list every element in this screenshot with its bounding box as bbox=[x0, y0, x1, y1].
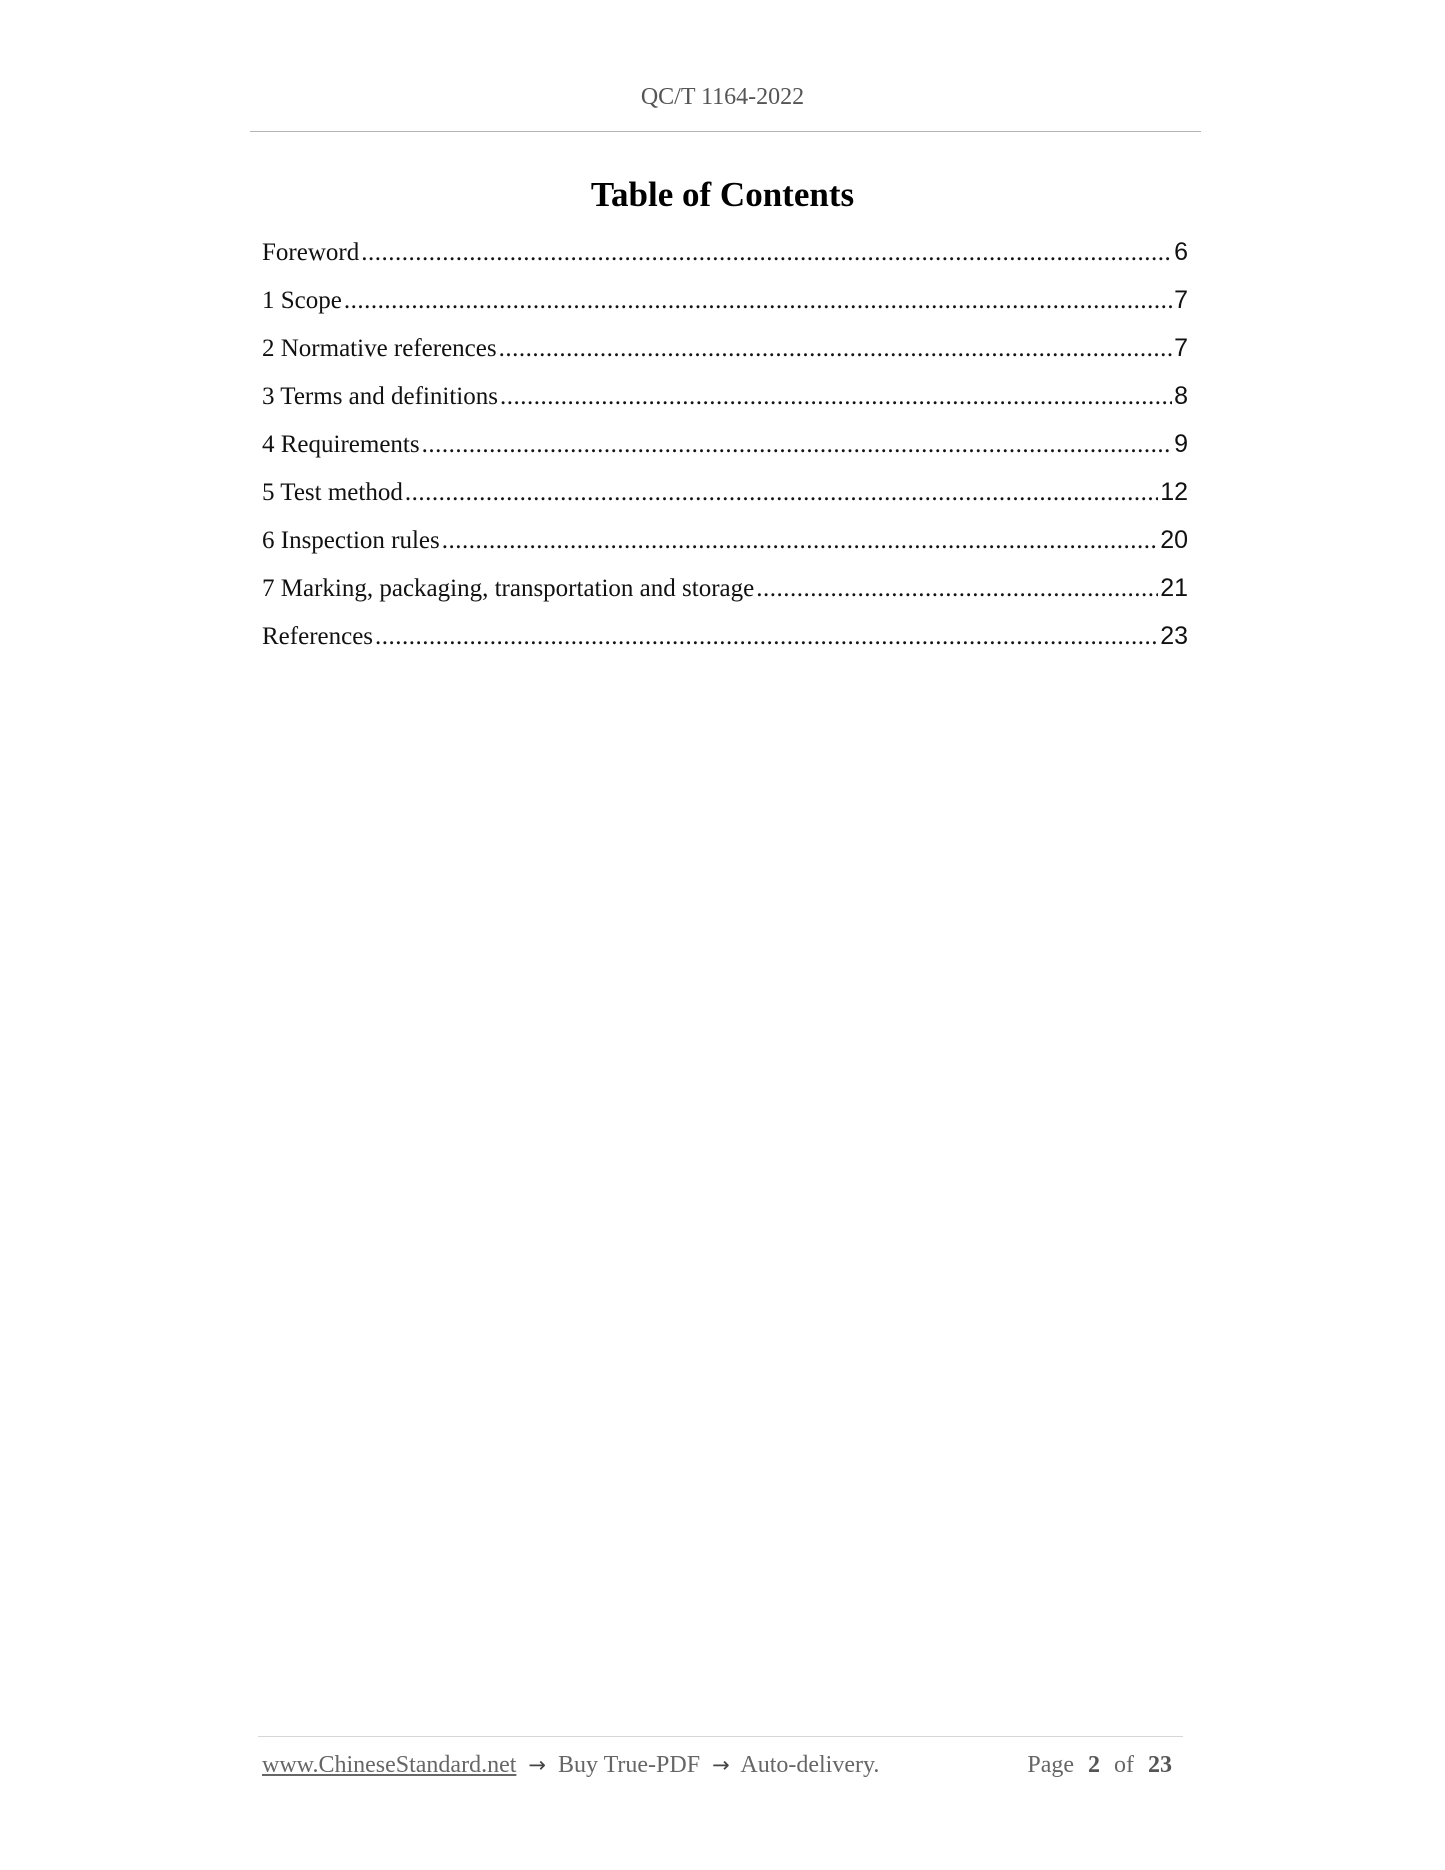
toc-entry[interactable] bbox=[262, 238, 1188, 286]
of-label: of bbox=[1114, 1752, 1134, 1778]
toc-entry[interactable] bbox=[262, 526, 1188, 574]
toc-entry-page: 20 bbox=[1160, 526, 1188, 554]
right-arrow-icon: → bbox=[528, 1753, 546, 1777]
toc-entry-page: 8 bbox=[1174, 382, 1188, 410]
toc-entry[interactable] bbox=[262, 430, 1188, 478]
toc-entry-label: 6 Inspection rules bbox=[262, 527, 440, 554]
toc-dot-leader bbox=[361, 239, 1172, 267]
header-divider bbox=[250, 131, 1201, 132]
page-number-indicator bbox=[1027, 1752, 1180, 1779]
toc-entry-page: 9 bbox=[1174, 430, 1188, 458]
toc-entry-label: 1 Scope bbox=[262, 287, 342, 314]
toc-entry-label: Foreword bbox=[262, 239, 360, 266]
toc-dot-leader bbox=[756, 575, 1158, 603]
toc-dot-leader bbox=[499, 335, 1172, 363]
toc-entry-page: 7 bbox=[1174, 286, 1188, 314]
toc-entry[interactable] bbox=[262, 478, 1188, 526]
toc-entry[interactable] bbox=[262, 622, 1188, 670]
toc-entry-page: 21 bbox=[1160, 574, 1188, 602]
toc-entry-label: 7 Marking, packaging, transportation and storage bbox=[262, 575, 755, 602]
toc-entry-page: 23 bbox=[1160, 622, 1188, 650]
current-page-number: 2 bbox=[1088, 1752, 1100, 1778]
toc-dot-leader bbox=[405, 479, 1158, 507]
toc-dot-leader bbox=[500, 383, 1172, 411]
table-of-contents bbox=[262, 238, 1188, 670]
toc-dot-leader bbox=[344, 287, 1172, 315]
total-page-count: 23 bbox=[1148, 1752, 1172, 1778]
document-code-header: QC/T 1164-2022 bbox=[640, 84, 805, 110]
toc-entry-label: References bbox=[262, 623, 374, 650]
toc-dot-leader bbox=[422, 431, 1172, 459]
toc-entry[interactable] bbox=[262, 382, 1188, 430]
footer-divider bbox=[258, 1736, 1183, 1737]
toc-entry-label: 3 Terms and definitions bbox=[262, 383, 498, 410]
page-label: Page bbox=[1027, 1752, 1074, 1778]
toc-entry[interactable] bbox=[262, 334, 1188, 382]
toc-entry-page: 6 bbox=[1174, 238, 1188, 266]
footer-step-delivery: Auto-delivery. bbox=[740, 1752, 880, 1778]
toc-entry-page: 7 bbox=[1174, 334, 1188, 362]
toc-entry-label: 5 Test method bbox=[262, 479, 403, 506]
toc-entry[interactable] bbox=[262, 574, 1188, 622]
toc-entry[interactable] bbox=[262, 286, 1188, 334]
toc-dot-leader bbox=[375, 623, 1158, 651]
toc-heading: Table of Contents bbox=[590, 175, 855, 214]
toc-entry-label: 4 Requirements bbox=[262, 431, 420, 458]
toc-dot-leader bbox=[442, 527, 1158, 555]
toc-entry-label: 2 Normative references bbox=[262, 335, 497, 362]
toc-entry-page: 12 bbox=[1160, 478, 1188, 506]
website-link[interactable]: www.ChineseStandard.net bbox=[262, 1752, 517, 1778]
footer-promo bbox=[262, 1752, 879, 1779]
footer-step-buy: Buy True-PDF bbox=[558, 1752, 701, 1778]
right-arrow-icon: → bbox=[712, 1753, 730, 1777]
